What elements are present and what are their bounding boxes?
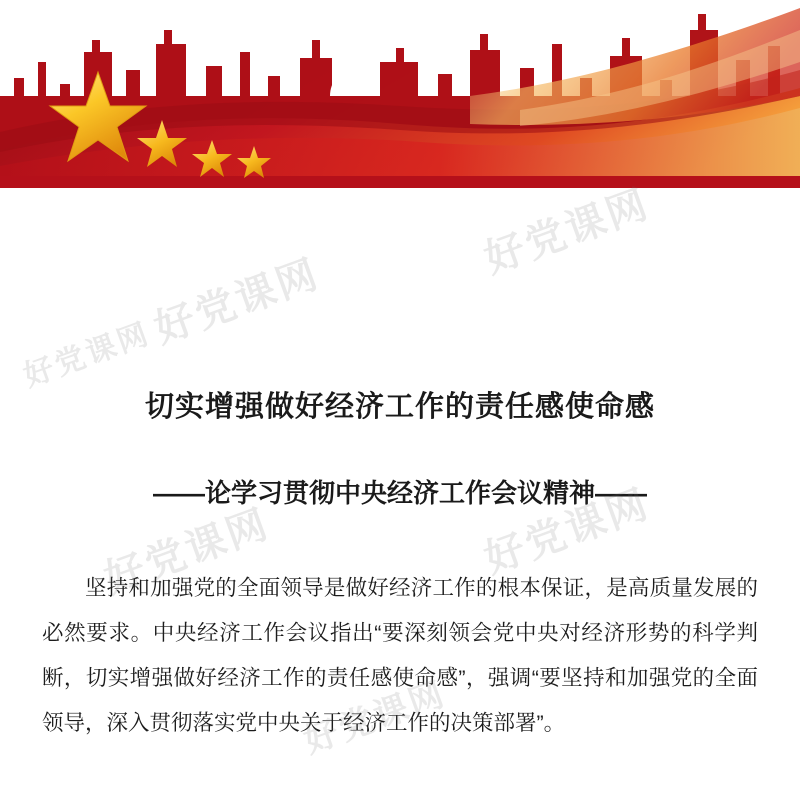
watermark: 好党课网 [299, 674, 452, 761]
page-subtitle: ——论学习贯彻中央经济工作会议精神—— [152, 478, 647, 508]
banner-bottom-strip [0, 176, 800, 188]
watermark: 好党课网 [478, 181, 656, 282]
document-content [0, 188, 800, 800]
body-paragraph: 坚持和加强党的全面领导是做好经济工作的根本保证，是高质量发展的必然要求。中央经济工作会议指出“要深刻领会党中央对经济形势的科学判断，切实增强做好经济工作的责任感使命感”，强调“要坚持和加强党的全面领导，深入贯彻落实党中央关于经济工作的决策部署”。 [42, 576, 758, 735]
watermark: 好党课网 [478, 481, 656, 582]
banner-graphic [0, 0, 800, 188]
watermark: 好党课网 [98, 501, 276, 602]
watermark: 好党课网 [148, 251, 326, 352]
page-title: 切实增强做好经济工作的责任感使命感 [144, 391, 655, 423]
header-banner [0, 0, 800, 188]
watermark: 好党课网 [19, 317, 155, 394]
